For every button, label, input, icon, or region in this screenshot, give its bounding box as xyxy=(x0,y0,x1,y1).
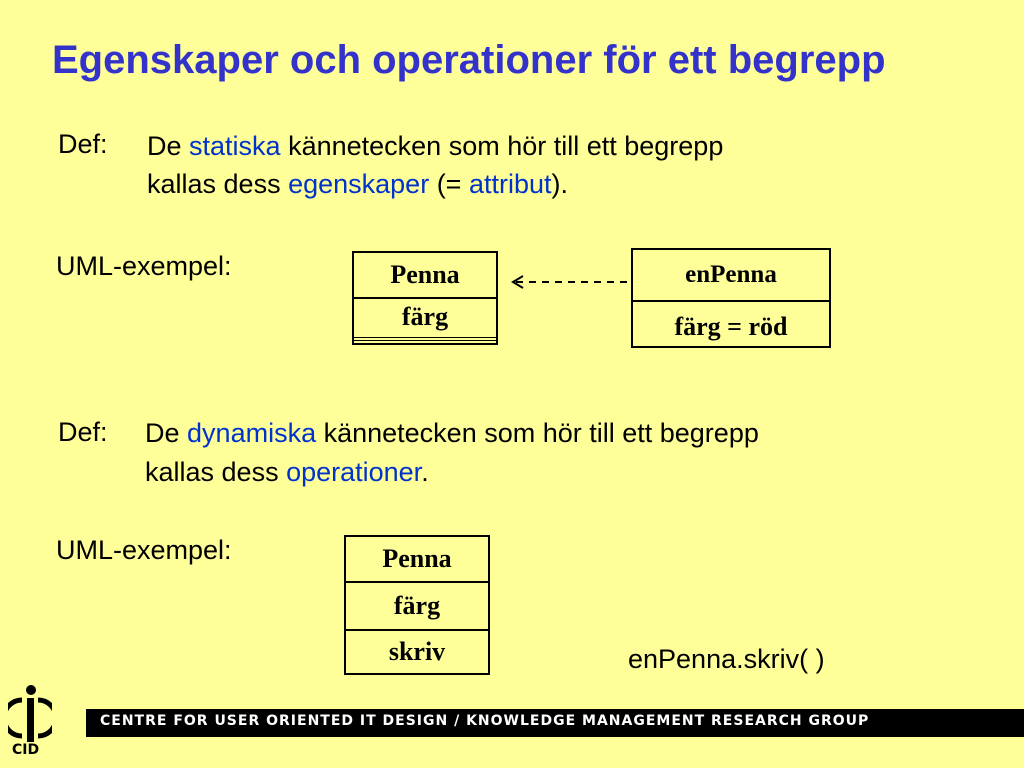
uml2-label: UML-exempel: xyxy=(56,535,232,565)
cid-logo-icon xyxy=(8,684,52,744)
uml-class-operation: skriv xyxy=(388,637,446,666)
page-title: Egenskaper och operationer för ett begrepp xyxy=(52,38,886,82)
dependency-arrow-icon xyxy=(510,273,632,291)
uml-object-enpenna xyxy=(631,248,831,348)
uml-object-attribute: färg = röd xyxy=(674,312,788,341)
uml-object-name: enPenna xyxy=(633,250,829,302)
uml-class-name: Penna xyxy=(354,253,496,299)
method-call: enPenna.skriv( ) xyxy=(628,644,825,674)
def2-line2: kallas dess operationer. xyxy=(145,457,429,487)
def1-line2: kallas dess egenskaper (= attribut). xyxy=(147,169,568,199)
uml-class-attribute: färg xyxy=(354,299,496,341)
def2-line1: De dynamiska kännetecken som hör till ett begrepp xyxy=(145,418,759,448)
uml1-label: UML-exempel: xyxy=(56,251,232,281)
def1-line1: De statiska kännetecken som hör till ett begrepp xyxy=(147,131,724,161)
footer-text: CENTRE FOR USER ORIENTED IT DESIGN / KNOWLEDGE MANAGEMENT RESEARCH GROUP xyxy=(100,713,870,729)
uml-class-name: Penna xyxy=(346,537,488,583)
uml-class-penna-operations xyxy=(344,535,490,675)
uml-class-attribute: färg xyxy=(346,583,488,631)
def1-label: Def: xyxy=(58,129,108,159)
def2-label: Def: xyxy=(58,417,108,447)
cid-logo-text: CID xyxy=(12,742,40,758)
uml-class-penna xyxy=(352,251,498,345)
